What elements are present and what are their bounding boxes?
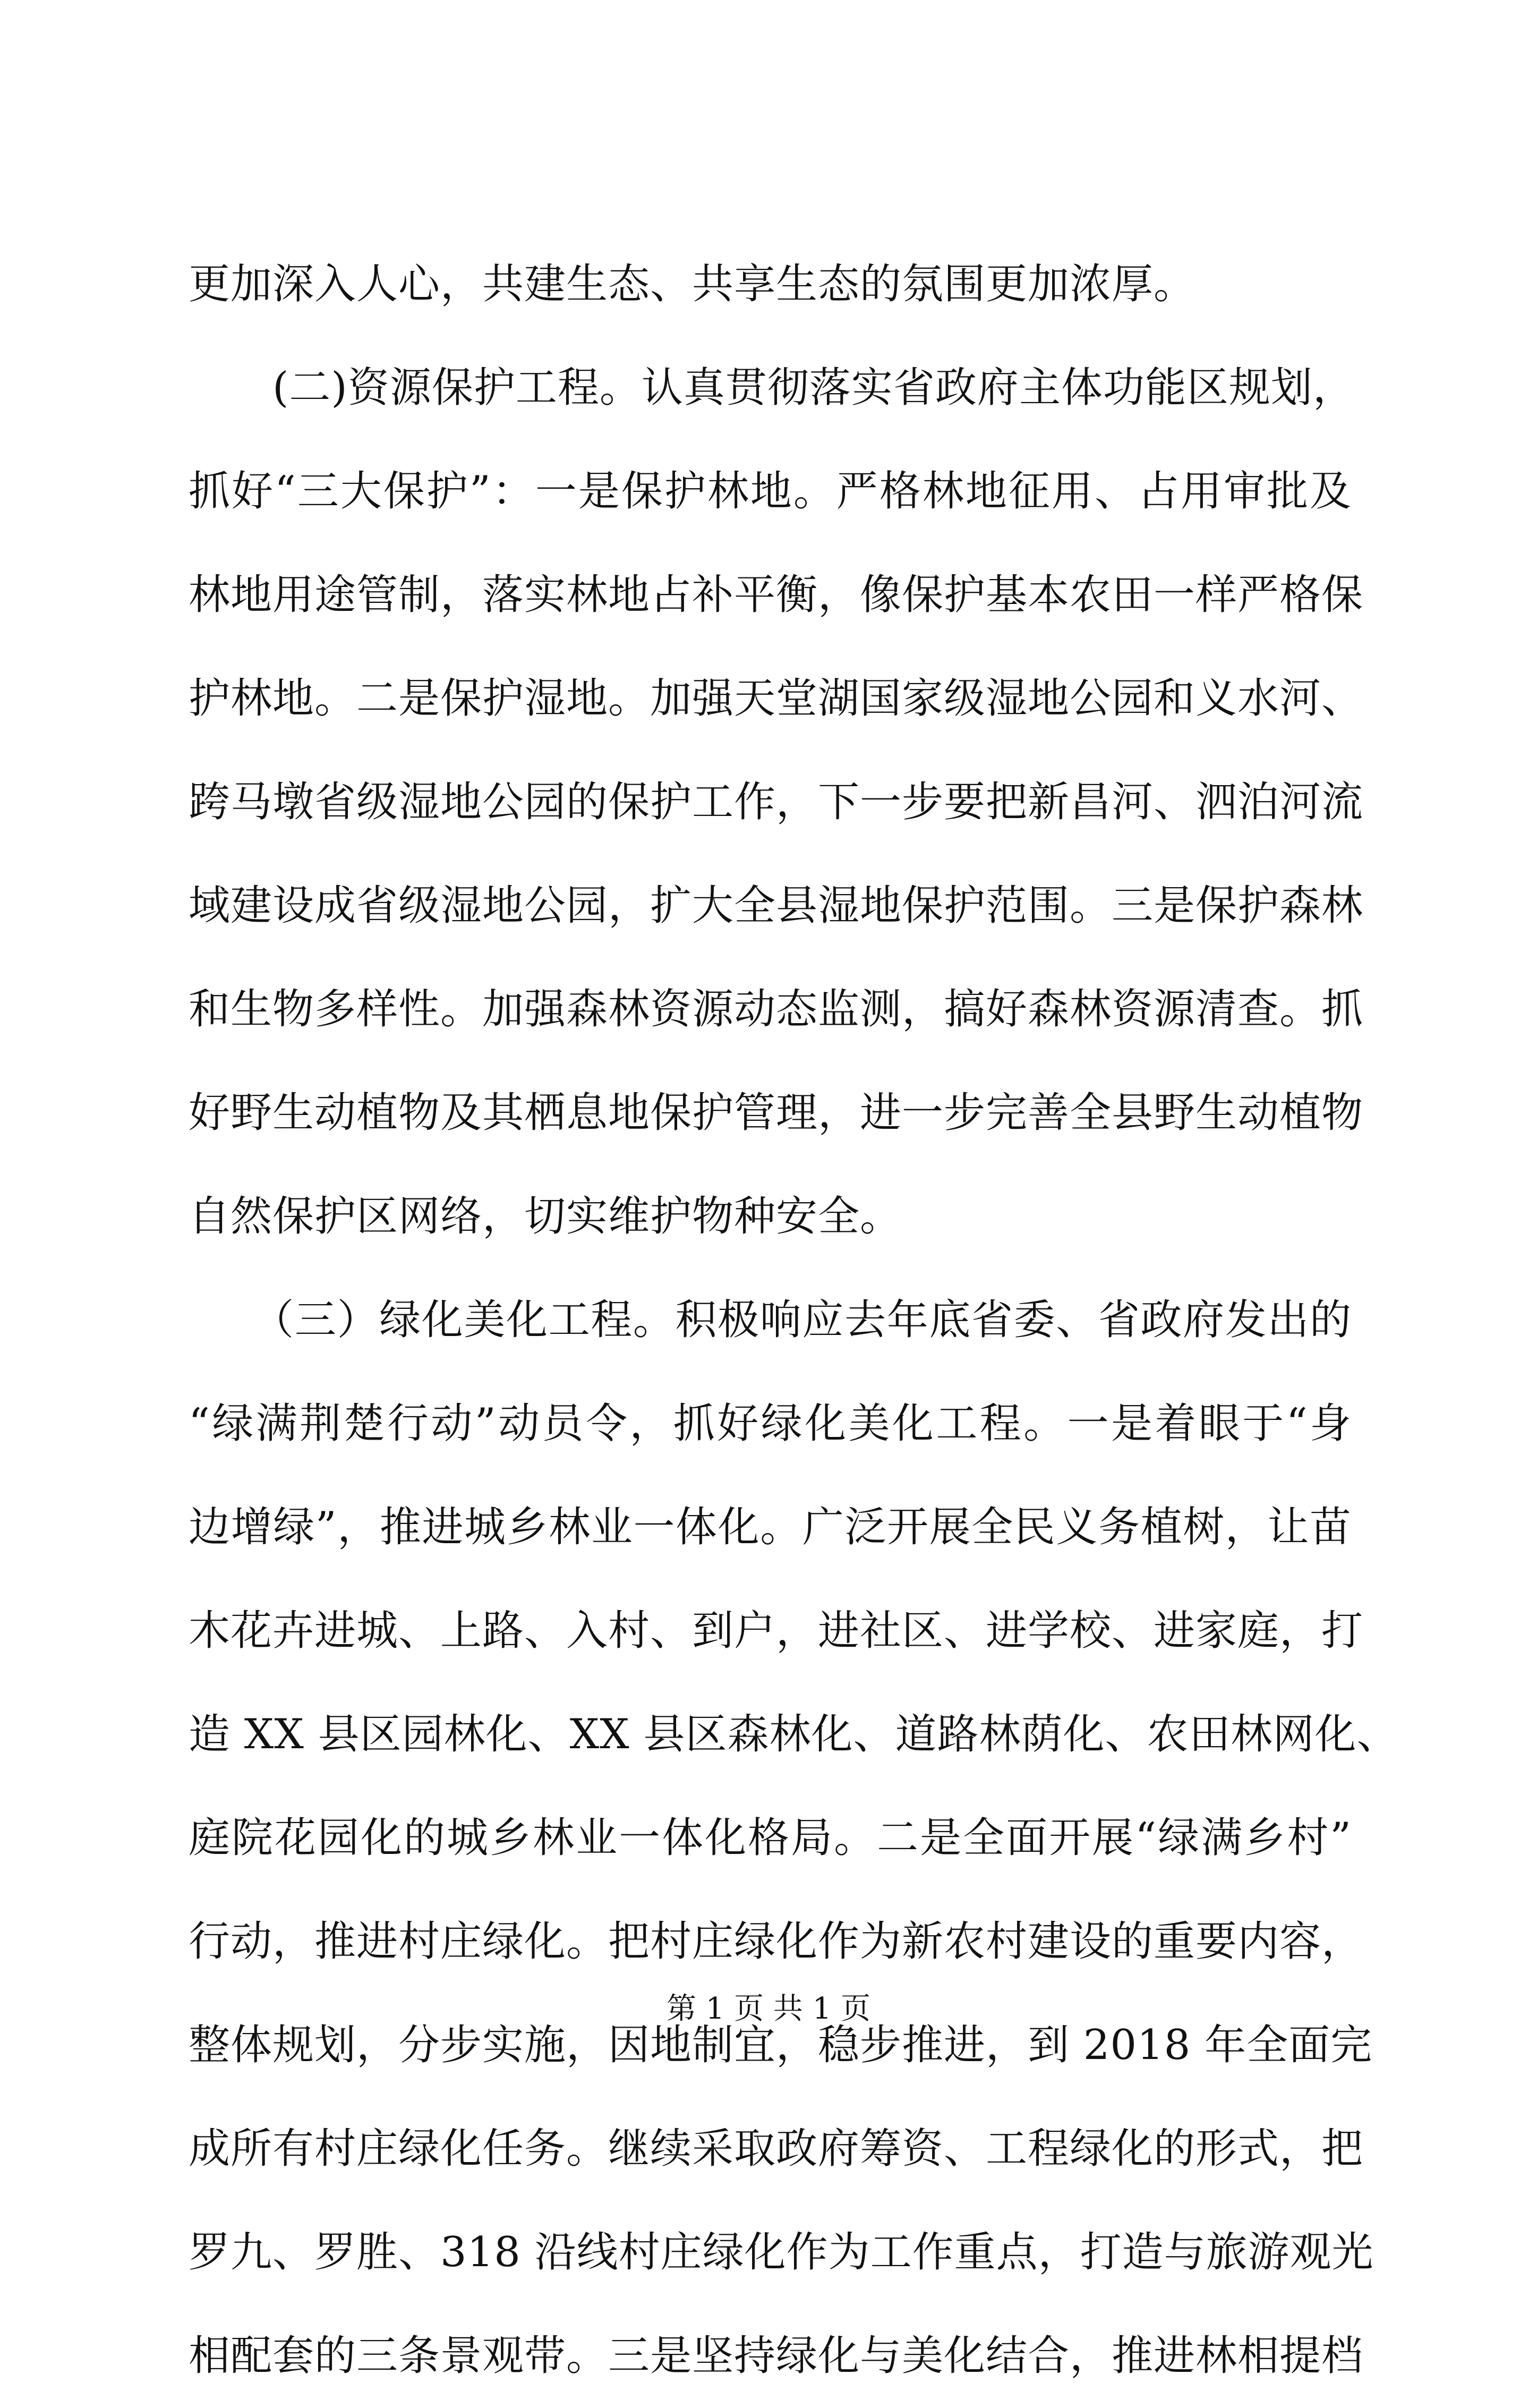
text-line: 好野生动植物及其栖息地保护管理，进一步完善全县野生动植物 — [189, 1089, 1364, 1137]
text-line: 相配套的三条景观带。三是坚持绿化与美化结合，推进林相提档 — [189, 2332, 1364, 2380]
text-line: 庭院花园化的城乡林业一体化格局。二是全面开展“绿满乡村” — [189, 1814, 1352, 1862]
body-text — [189, 233, 1399, 2408]
text-line: 护林地。二是保护湿地。加强天堂湖国家级湿地公园和义水河、 — [189, 675, 1364, 722]
text-line: 整体规划，分步实施，因地制宜，稳步推进，到 2018 年全面完 — [189, 2021, 1373, 2069]
text-line: 木花卉进城、上路、入村、到户，进社区、进学校、进家庭，打 — [189, 1607, 1364, 1655]
text-line: 抓好“三大保护”：一是保护林地。严格林地征用、占用审批及 — [189, 467, 1352, 515]
text-line: (二)资源保护工程。认真贯彻落实省政府主体功能区规划， — [189, 364, 1355, 412]
text-line: 域建设成省级湿地公园，扩大全县湿地保护范围。三是保护森林 — [189, 882, 1364, 930]
text-line: 边增绿”，推进城乡林业一体化。广泛开展全民义务植树，让苗 — [189, 1503, 1352, 1551]
text-line: 林地用途管制，落实林地占补平衡，像保护基本农田一样严格保 — [189, 571, 1364, 619]
text-line: 更加深入人心，共建生态、共享生态的氛围更加浓厚。 — [189, 260, 1196, 308]
text-line: 跨马墩省级湿地公园的保护工作，下一步要把新昌河、泗泊河流 — [189, 778, 1364, 826]
text-line: 行动，推进村庄绿化。把村庄绿化作为新农村建设的重要内容， — [189, 1918, 1364, 1965]
text-line: 和生物多样性。加强森林资源动态监测，搞好森林资源清查。抓 — [189, 985, 1364, 1033]
text-line: （三）绿化美化工程。积极响应去年底省委、省政府发出的 — [189, 1296, 1352, 1344]
text-line: 成所有村庄绿化任务。继续采取政府筹资、工程绿化的形式，把 — [189, 2125, 1364, 2173]
page-number-footer: 第 1 页 共 1 页 — [666, 1992, 871, 2026]
text-line: “绿满荆楚行动”动员令，抓好绿化美化工程。一是着眼于“身 — [189, 1400, 1352, 1448]
text-line: 自然保护区网络，切实维护物种安全。 — [189, 1193, 902, 1240]
text-line: 罗九、罗胜、318 沿线村庄绿化作为工作重点，打造与旅游观光 — [189, 2228, 1374, 2276]
text-line: 造 XX 县区园林化、XX 县区森林化、道路林荫化、农田林网化、 — [189, 1711, 1399, 1758]
